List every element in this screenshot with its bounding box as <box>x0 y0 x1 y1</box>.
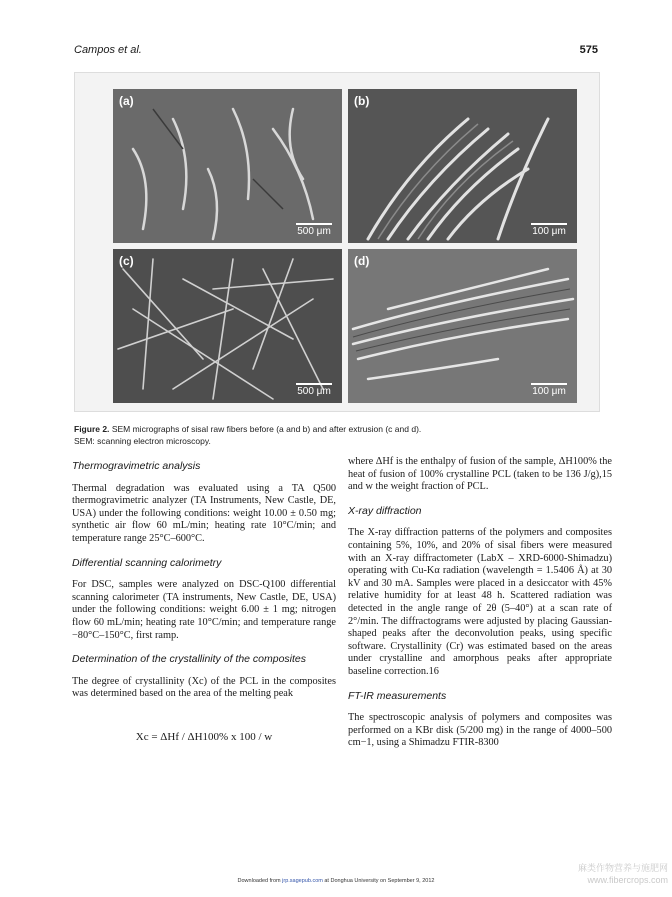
sem-panel-d <box>348 249 577 403</box>
equation-crystallinity: Xc = ΔHf / ΔH100% x 100 / w <box>135 730 273 743</box>
footer-source-link[interactable]: jrp.sagepub.com <box>282 878 323 884</box>
panel-label-b: (b) <box>354 94 370 108</box>
panel-label-d: (d) <box>354 254 370 268</box>
right-column <box>348 456 612 750</box>
sem-panel-a <box>113 89 342 243</box>
panel-label-a: (a) <box>119 94 134 108</box>
section-heading-xrd: X-ray diffraction <box>348 504 422 517</box>
scale-bar-d <box>531 383 567 397</box>
figure-caption <box>74 423 598 447</box>
scale-bar-label-d: 100 μm <box>532 386 566 397</box>
section-heading-dsc: Differential scanning calorimetry <box>72 556 222 569</box>
scale-bar-label-b: 100 μm <box>532 226 566 237</box>
scale-bar-line <box>296 383 332 385</box>
paragraph-dsc: For DSC, samples were analyzed on DSC-Q100 differential scanning calorimeter (TA instruments, New Castle, DE, USA) under the following conditions: weight 6.00 ± 1 mg; nitrogen flow 60 mL/min; heating rate 10°C/min; and temperature range −80°C–150°C, first ramp. <box>72 579 336 641</box>
scale-bar-a <box>296 223 332 237</box>
sem-panel-c <box>113 249 342 403</box>
left-column <box>72 456 336 744</box>
paragraph-ftir: The spectroscopic analysis of polymers and composites was performed on a KBr disk (5/200 mg) in the range of 4000–500 cm−1, using a Shimadzu FTIR-8300 <box>348 712 612 749</box>
sem-image-b <box>348 89 577 243</box>
section-heading-ftir: FT-IR measurements <box>348 689 447 702</box>
sem-image-c <box>113 249 342 403</box>
scale-bar-line <box>531 223 567 225</box>
footer-prefix: Downloaded from <box>237 878 281 884</box>
scale-bar-line <box>531 383 567 385</box>
section-heading-tga: Thermogravimetric analysis <box>72 460 201 472</box>
paragraph-enthalpy: where ΔHf is the enthalpy of fusion of the sample, ΔH100% the heat of fusion of 100% crystalline PCL (taken to be 136 J/g),15 and w the weight fraction of PCL. <box>348 456 612 493</box>
download-footer <box>0 878 672 884</box>
scale-bar-label-c: 500 μm <box>297 386 331 397</box>
scale-bar-line <box>296 223 332 225</box>
figure-caption-text: SEM micrographs of sisal raw fibers before (a and b) and after extrusion (c and d). <box>111 424 422 434</box>
figure-caption-abbrev: SEM: scanning electron microscopy. <box>74 436 211 446</box>
running-header-authors: Campos et al. <box>74 44 142 56</box>
figure-caption-label: Figure 2. <box>74 424 110 434</box>
page-number: 575 <box>579 44 598 56</box>
paragraph-xrd: The X-ray diffraction patterns of the polymers and composites containing 5%, 10%, and 20% of sisal fibers were measured with an X-ray diffractometer (LabX – XRD-6000-Shimadzu) operating with Cu-Kα radiation (wavelength = 1.5406 Å) at 30 kV and 30 mA. Samples were placed in a desiccator with 45% relative humidity for at least 48 h. Scattered radiation was detected in the angle range of 2θ (5–40°) at a scan rate of 2°/min. The diffractograms were adjusted by placing Gaussian-shaped peaks after the deconvolution peaks, using specific software. Crystallinity (Cr) was estimated based on the areas under crystalline and amorphous peaks after appropriate baseline correction.16 <box>348 527 612 677</box>
scale-bar-label-a: 500 μm <box>297 226 331 237</box>
section-heading-crystallinity: Determination of the crystallinity of the composites <box>72 653 307 666</box>
watermark-line2: www.fibercrops.com <box>587 875 668 885</box>
scale-bar-c <box>296 383 332 397</box>
paragraph-crystallinity: The degree of crystallinity (Xc) of the PCL in the composites was determined based on the area of the melting peak <box>72 675 336 700</box>
panel-label-c: (c) <box>119 254 134 268</box>
sem-image-d <box>348 249 577 403</box>
footer-suffix: at Donghua University on September 9, 2012 <box>324 878 435 884</box>
scale-bar-b <box>531 223 567 237</box>
sem-image-a <box>113 89 342 243</box>
sem-panel-b <box>348 89 577 243</box>
paragraph-tga: Thermal degradation was evaluated using a TA Q500 thermogravimetric analyzer (TA Instruments, New Castle, DE, USA) under the following conditions: weight 10.00 ± 0.50 mg; synthetic air flow 60 mL/min; heating rate 10°C/min; and temperature range 25°C–600°C. <box>72 482 336 544</box>
watermark-line1: 麻类作物营养与施肥网 <box>577 863 668 873</box>
figure-sem-micrographs <box>74 72 600 412</box>
watermark <box>578 862 668 886</box>
